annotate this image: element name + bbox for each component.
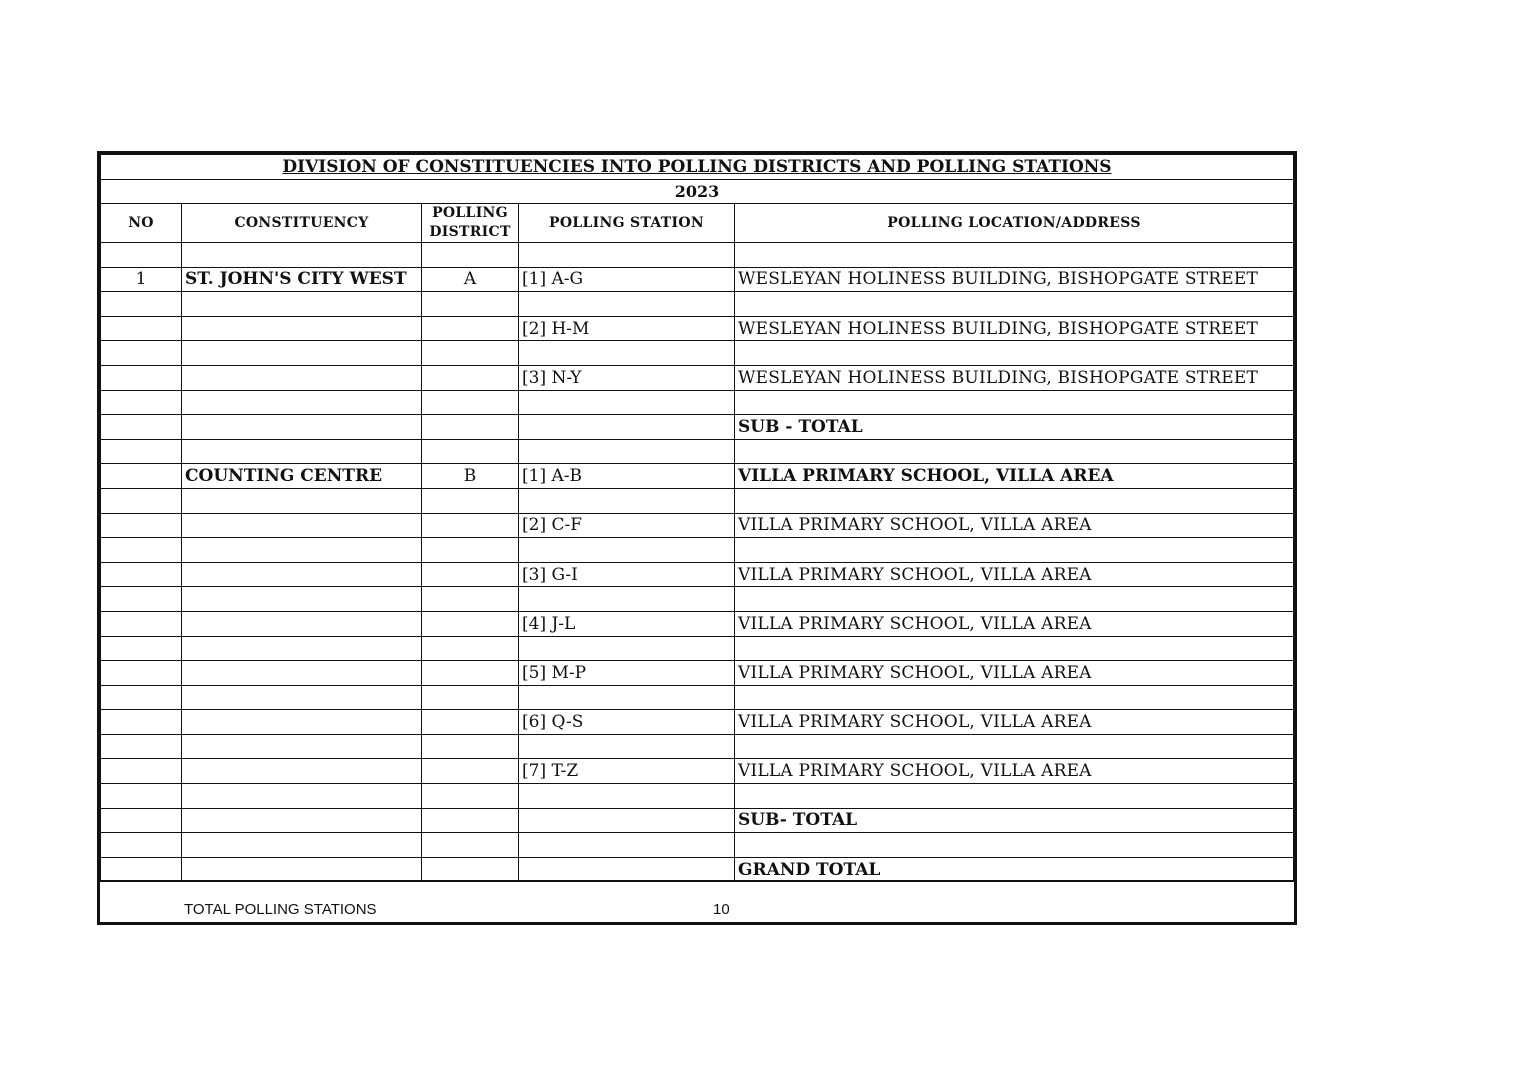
cell-polling-location	[735, 341, 1294, 366]
cell-no	[101, 857, 182, 882]
cell-polling-district	[422, 538, 519, 563]
cell-constituency	[182, 611, 422, 636]
cell-polling-location	[735, 488, 1294, 513]
cell-constituency	[182, 513, 422, 538]
cell-polling-station	[519, 784, 735, 809]
cell-constituency	[182, 562, 422, 587]
cell-polling-location: VILLA PRIMARY SCHOOL, VILLA AREA	[735, 710, 1294, 735]
cell-constituency	[182, 587, 422, 612]
cell-no	[101, 513, 182, 538]
cell-polling-location: VILLA PRIMARY SCHOOL, VILLA AREA	[735, 464, 1294, 489]
cell-constituency	[182, 759, 422, 784]
cell-polling-station: [3] N-Y	[519, 365, 735, 390]
cell-no	[101, 439, 182, 464]
cell-constituency	[182, 316, 422, 341]
cell-polling-location	[735, 587, 1294, 612]
cell-polling-location	[735, 833, 1294, 858]
cell-no	[101, 464, 182, 489]
table-row	[101, 808, 1294, 833]
cell-polling-district	[422, 784, 519, 809]
table-row	[101, 734, 1294, 759]
cell-polling-station	[519, 857, 735, 882]
cell-polling-district	[422, 390, 519, 415]
cell-no	[101, 341, 182, 366]
cell-no	[101, 784, 182, 809]
cell-polling-district	[422, 316, 519, 341]
cell-polling-district	[422, 759, 519, 784]
cell-polling-station: [6] Q-S	[519, 710, 735, 735]
cell-polling-station	[519, 734, 735, 759]
cell-polling-district	[422, 488, 519, 513]
cell-polling-district: B	[422, 464, 519, 489]
table-row	[101, 833, 1294, 858]
table-row	[101, 857, 1294, 882]
header-polling-district	[422, 204, 519, 243]
cell-polling-district	[422, 808, 519, 833]
cell-constituency	[182, 390, 422, 415]
cell-polling-district	[422, 415, 519, 440]
header-polling-station: POLLING STATION	[519, 204, 735, 243]
cell-constituency	[182, 661, 422, 686]
polling-stations-sheet	[97, 151, 1297, 925]
cell-constituency	[182, 808, 422, 833]
header-district-line2: DISTRICT	[429, 224, 511, 240]
cell-polling-station	[519, 685, 735, 710]
table-row	[101, 710, 1294, 735]
cell-polling-district	[422, 611, 519, 636]
cell-no	[101, 488, 182, 513]
cell-constituency	[182, 734, 422, 759]
table-row	[101, 415, 1294, 440]
table-row	[101, 513, 1294, 538]
cell-polling-station	[519, 390, 735, 415]
table-row	[101, 562, 1294, 587]
cell-polling-district	[422, 341, 519, 366]
cell-polling-station: [7] T-Z	[519, 759, 735, 784]
cell-no	[101, 587, 182, 612]
table-row	[101, 636, 1294, 661]
cell-constituency	[182, 857, 422, 882]
footer-count: 10	[713, 901, 730, 918]
document-year: 2023	[101, 180, 1294, 204]
cell-polling-location: VILLA PRIMARY SCHOOL, VILLA AREA	[735, 759, 1294, 784]
cell-polling-district	[422, 439, 519, 464]
cell-polling-station: [3] G-I	[519, 562, 735, 587]
cell-no	[101, 243, 182, 268]
cell-polling-district	[422, 292, 519, 317]
cell-polling-location: WESLEYAN HOLINESS BUILDING, BISHOPGATE STREET	[735, 316, 1294, 341]
cell-polling-location	[735, 636, 1294, 661]
cell-constituency	[182, 685, 422, 710]
cell-polling-location: VILLA PRIMARY SCHOOL, VILLA AREA	[735, 611, 1294, 636]
cell-constituency	[182, 341, 422, 366]
cell-no	[101, 562, 182, 587]
cell-polling-district: A	[422, 267, 519, 292]
cell-no	[101, 538, 182, 563]
cell-polling-district	[422, 857, 519, 882]
cell-polling-district	[422, 587, 519, 612]
table-row	[101, 488, 1294, 513]
cell-constituency	[182, 710, 422, 735]
header-constituency: CONSTITUENCY	[182, 204, 422, 243]
cell-polling-location: WESLEYAN HOLINESS BUILDING, BISHOPGATE STREET	[735, 365, 1294, 390]
cell-polling-location: VILLA PRIMARY SCHOOL, VILLA AREA	[735, 661, 1294, 686]
cell-polling-location: WESLEYAN HOLINESS BUILDING, BISHOPGATE STREET	[735, 267, 1294, 292]
cell-no	[101, 685, 182, 710]
cell-polling-location	[735, 538, 1294, 563]
cell-no	[101, 808, 182, 833]
table-row	[101, 784, 1294, 809]
cell-polling-station	[519, 636, 735, 661]
cell-polling-station	[519, 243, 735, 268]
cell-constituency: ST. JOHN'S CITY WEST	[182, 267, 422, 292]
cell-constituency	[182, 415, 422, 440]
cell-polling-station	[519, 587, 735, 612]
cell-polling-district	[422, 513, 519, 538]
cell-no	[101, 661, 182, 686]
cell-no	[101, 292, 182, 317]
cell-no	[101, 316, 182, 341]
table-row	[101, 365, 1294, 390]
cell-polling-station: [4] J-L	[519, 611, 735, 636]
table-row	[101, 243, 1294, 268]
cell-polling-district	[422, 710, 519, 735]
cell-polling-station: [2] C-F	[519, 513, 735, 538]
cell-no	[101, 759, 182, 784]
polling-table	[100, 154, 1294, 882]
document-title: DIVISION OF CONSTITUENCIES INTO POLLING DISTRICTS AND POLLING STATIONS	[101, 155, 1294, 180]
header-district-line1: POLLING	[432, 205, 508, 221]
cell-polling-location: SUB - TOTAL	[735, 415, 1294, 440]
header-polling-location: POLLING LOCATION/ADDRESS	[735, 204, 1294, 243]
column-headers	[101, 204, 1294, 243]
cell-polling-location	[735, 734, 1294, 759]
cell-polling-location	[735, 439, 1294, 464]
cell-polling-station	[519, 488, 735, 513]
footer-total	[100, 880, 1294, 922]
cell-polling-location: GRAND TOTAL	[735, 857, 1294, 882]
table-row	[101, 587, 1294, 612]
cell-polling-district	[422, 562, 519, 587]
cell-no	[101, 833, 182, 858]
table-row	[101, 390, 1294, 415]
cell-polling-district	[422, 661, 519, 686]
cell-polling-location: VILLA PRIMARY SCHOOL, VILLA AREA	[735, 513, 1294, 538]
cell-polling-location	[735, 292, 1294, 317]
cell-constituency	[182, 365, 422, 390]
cell-no	[101, 415, 182, 440]
cell-polling-station: [2] H-M	[519, 316, 735, 341]
cell-constituency	[182, 636, 422, 661]
cell-constituency	[182, 292, 422, 317]
cell-polling-station	[519, 808, 735, 833]
cell-polling-district	[422, 636, 519, 661]
cell-polling-station: [1] A-B	[519, 464, 735, 489]
cell-polling-district	[422, 685, 519, 710]
cell-polling-station	[519, 341, 735, 366]
table-row	[101, 538, 1294, 563]
cell-polling-district	[422, 243, 519, 268]
table-row	[101, 316, 1294, 341]
table-row	[101, 661, 1294, 686]
cell-polling-location: SUB- TOTAL	[735, 808, 1294, 833]
cell-no	[101, 734, 182, 759]
footer-label: TOTAL POLLING STATIONS	[184, 901, 377, 918]
cell-polling-district	[422, 365, 519, 390]
cell-constituency	[182, 833, 422, 858]
cell-constituency	[182, 784, 422, 809]
table-row	[101, 267, 1294, 292]
cell-no	[101, 390, 182, 415]
table-row	[101, 292, 1294, 317]
cell-no	[101, 611, 182, 636]
cell-polling-location	[735, 390, 1294, 415]
cell-polling-station: [1] A-G	[519, 267, 735, 292]
cell-polling-station	[519, 292, 735, 317]
cell-polling-location	[735, 243, 1294, 268]
cell-polling-location	[735, 685, 1294, 710]
cell-polling-station	[519, 538, 735, 563]
cell-polling-station	[519, 439, 735, 464]
table-row	[101, 611, 1294, 636]
cell-polling-station	[519, 415, 735, 440]
table-row	[101, 464, 1294, 489]
cell-polling-district	[422, 833, 519, 858]
table-row	[101, 759, 1294, 784]
table-row	[101, 439, 1294, 464]
cell-no: 1	[101, 267, 182, 292]
cell-polling-location	[735, 784, 1294, 809]
header-no: NO	[101, 204, 182, 243]
cell-constituency	[182, 538, 422, 563]
cell-constituency	[182, 243, 422, 268]
cell-no	[101, 710, 182, 735]
cell-polling-location: VILLA PRIMARY SCHOOL, VILLA AREA	[735, 562, 1294, 587]
cell-constituency	[182, 488, 422, 513]
cell-no	[101, 636, 182, 661]
table-row	[101, 685, 1294, 710]
cell-no	[101, 365, 182, 390]
cell-constituency	[182, 439, 422, 464]
cell-constituency: COUNTING CENTRE	[182, 464, 422, 489]
table-row	[101, 341, 1294, 366]
cell-polling-station	[519, 833, 735, 858]
cell-polling-district	[422, 734, 519, 759]
cell-polling-station: [5] M-P	[519, 661, 735, 686]
